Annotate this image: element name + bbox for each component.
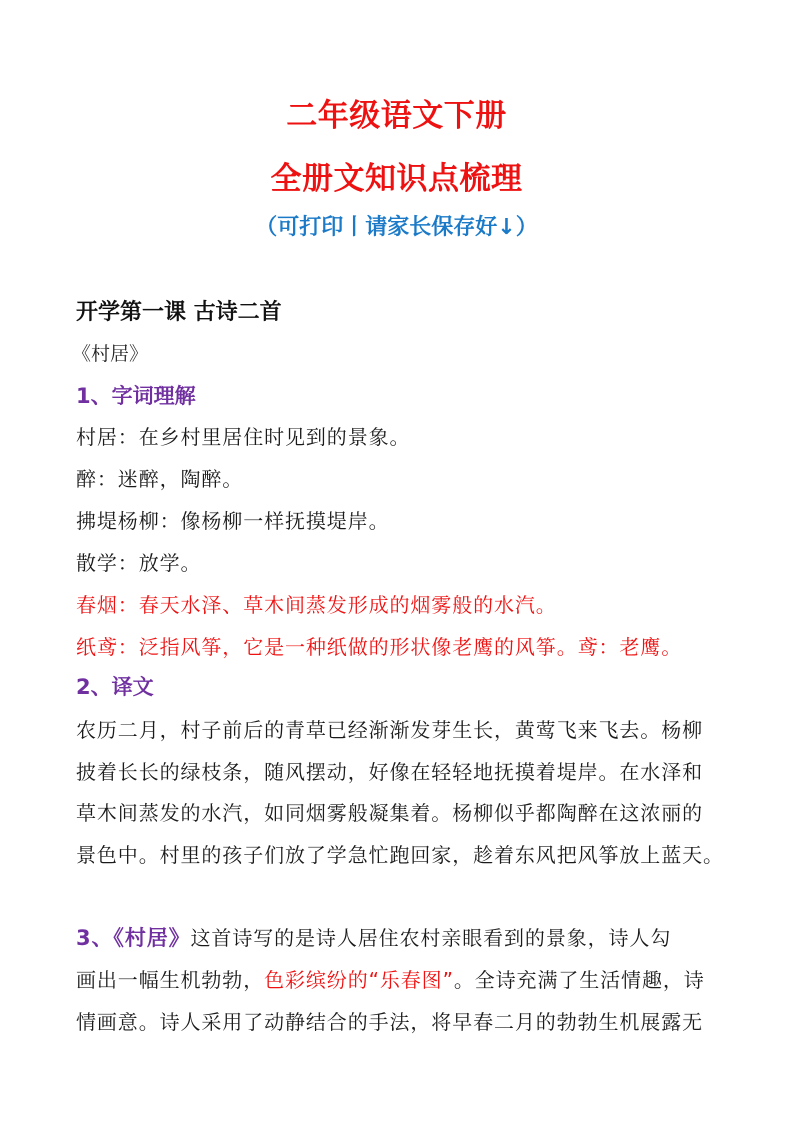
translation-line: 草木间蒸发的水汽，如同烟雾般凝集着。杨柳似乎都陶醉在这浓丽的: [76, 801, 703, 825]
vocab-entry: 村居：在乡村里居住时见到的景象。: [76, 425, 411, 449]
analysis-number: 3、: [76, 926, 114, 950]
vocab-entry-highlighted: 纸鸢：泛指风筝，它是一种纸做的形状像老鹰的风筝。鸢：老鹰。: [76, 635, 683, 659]
analysis-poem-ref: 《村居》: [113, 926, 191, 950]
translation-line: 农历二月，村子前后的青草已经渐渐发芽生长，黄莺飞来飞去。杨柳: [76, 718, 703, 742]
document-title-line1: 二年级语文下册: [286, 98, 507, 134]
lesson-heading: 开学第一课 古诗二首: [76, 300, 282, 325]
document-subtitle: （可打印丨请家长保存好↓）: [255, 215, 538, 240]
vocab-entry-highlighted: 春烟：春天水泽、草木间蒸发形成的烟雾般的水汽。: [76, 593, 557, 617]
vocab-entry: 拂堤杨柳：像杨柳一样抚摸堤岸。: [76, 509, 390, 533]
section-heading-translation: 2、译文: [76, 675, 154, 699]
analysis-line: [76, 970, 705, 990]
analysis-text: 画出一幅生机勃勃，: [76, 968, 265, 992]
analysis-text: 这首诗写的是诗人居住农村亲眼看到的景象，诗人勾: [190, 926, 672, 950]
translation-line: 景色中。村里的孩子们放了学急忙跑回家，趁着东风把风筝放上蓝天。: [76, 843, 724, 867]
vocab-entry: 散学：放学。: [76, 551, 202, 575]
analysis-text: 。全诗充满了生活情趣，诗: [453, 968, 705, 992]
translation-line: 披着长长的绿枝条，随风摆动，好像在轻轻地抚摸着堤岸。在水泽和: [76, 760, 703, 784]
vocab-entry: 醉：迷醉，陶醉。: [76, 467, 244, 491]
analysis-line: 情画意。诗人采用了动静结合的手法，将早春二月的勃勃生机展露无: [76, 1010, 703, 1034]
section-heading-vocabulary: 1、字词理解: [76, 384, 196, 408]
analysis-line: [76, 928, 671, 949]
document-title-line2: 全册文知识点梳理: [270, 161, 523, 197]
poem-title: 《村居》: [72, 343, 149, 365]
analysis-highlight: 色彩缤纷的“乐春图”: [264, 968, 454, 992]
